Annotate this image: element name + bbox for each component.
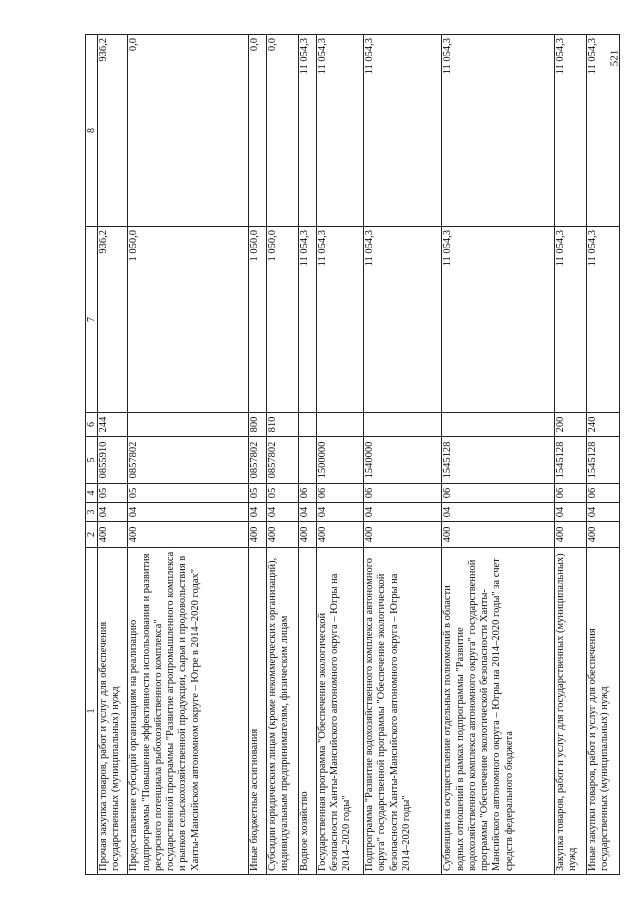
cell-subsection: 06	[586, 484, 619, 503]
row-name: Предоставление субсидий организациям на реализацию подпрограммы "Повышение эффективности использования и развития ресурсного потенциала рыбохозяйственного комплекса" государственной программы "Развитие агропромышленного комплекса и рынков сельскохозяйственной продукции, сырья и продовольствия в Ханты-Мансийском автономном округе – Югре в 2014–2020 годах"	[128, 548, 249, 875]
cell-section: 04	[266, 503, 298, 522]
cell-expense-type	[442, 413, 555, 437]
budget-table	[85, 34, 620, 875]
cell-section: 04	[554, 503, 586, 522]
cell-code: 400	[128, 522, 249, 548]
cell-amount: 11 054,3	[586, 35, 619, 227]
cell-section: 04	[442, 503, 555, 522]
row-name: Подпрограмма "Развитие водохозяйственного комплекса автономного округа" государственной программы "Обеспечение экологической безопасности Ханты-Мансийского автономного округа – Югры на 2014–2020 годы"	[364, 548, 442, 875]
cell-target: 0857802	[249, 437, 267, 484]
table-row	[554, 35, 586, 875]
table-row	[298, 35, 316, 875]
row-name: Иные закупки товаров, работ и услуг для обеспечения государственных (муниципальных) нужд	[586, 548, 619, 875]
cell-amount: 11 054,3	[442, 227, 555, 413]
cell-amount: 11 054,3	[298, 35, 316, 227]
cell-amount: 11 054,3	[364, 35, 442, 227]
cell-amount: 11 054,3	[554, 227, 586, 413]
cell-section: 04	[298, 503, 316, 522]
cell-subsection: 05	[249, 484, 267, 503]
header-cell: 1	[86, 548, 98, 875]
table-row	[266, 35, 298, 875]
header-cell: 2	[86, 522, 98, 548]
cell-expense-type: 800	[249, 413, 267, 437]
table-row	[364, 35, 442, 875]
cell-subsection: 06	[364, 484, 442, 503]
cell-target: 1545128	[586, 437, 619, 484]
cell-code: 400	[442, 522, 555, 548]
cell-target	[298, 437, 316, 484]
row-name: Субвенции на осуществление отдельных полномочий в области водных отношений в рамках подпрограммы "Развитие водохозяйственного комплекса автономного округа" государственной программы "Обеспечение экологической безопасности Ханты-Мансийского автономного округа – Югры на 2014–2020 годы" за счет средств федерального бюджета	[442, 548, 555, 875]
cell-code: 400	[298, 522, 316, 548]
cell-code: 400	[98, 522, 128, 548]
cell-code: 400	[364, 522, 442, 548]
cell-amount: 11 054,3	[364, 227, 442, 413]
cell-amount: 11 054,3	[316, 35, 363, 227]
cell-target: 0857802	[128, 437, 249, 484]
cell-target: 0857802	[266, 437, 298, 484]
header-cell: 5	[86, 437, 98, 484]
cell-target: 1545128	[442, 437, 555, 484]
cell-amount: 11 054,3	[442, 35, 555, 227]
cell-code: 400	[316, 522, 363, 548]
row-name: Закупка товаров, работ и услуг для государственных (муниципальных) нужд	[554, 548, 586, 875]
cell-subsection: 06	[554, 484, 586, 503]
cell-code: 400	[554, 522, 586, 548]
rotated-table-container	[85, 35, 620, 875]
table-row	[98, 35, 128, 875]
cell-code: 400	[586, 522, 619, 548]
row-name: Иные бюджетные ассигнования	[249, 548, 267, 875]
cell-amount: 11 054,3	[586, 227, 619, 413]
cell-section: 04	[98, 503, 128, 522]
cell-code: 400	[266, 522, 298, 548]
cell-expense-type	[364, 413, 442, 437]
cell-expense-type: 240	[586, 413, 619, 437]
header-cell: 4	[86, 484, 98, 503]
cell-code: 400	[249, 522, 267, 548]
header-cell: 3	[86, 503, 98, 522]
cell-expense-type: 810	[266, 413, 298, 437]
cell-section: 04	[316, 503, 363, 522]
cell-amount: 1 050,0	[266, 227, 298, 413]
cell-subsection: 06	[298, 484, 316, 503]
table-row	[128, 35, 249, 875]
row-name: Водное хозяйство	[298, 548, 316, 875]
cell-subsection: 05	[128, 484, 249, 503]
cell-amount: 936,2	[98, 35, 128, 227]
cell-subsection: 06	[442, 484, 555, 503]
row-name: Субсидии юридическим лицам (кроме некоммерческих организаций), индивидуальным предпринимателям, физическим лицам	[266, 548, 298, 875]
header-row	[86, 35, 98, 875]
cell-amount: 11 054,3	[316, 227, 363, 413]
row-name: Государственная программа "Обеспечение экологической безопасности Ханты-Мансийского автономного округа – Югры на 2014–2020 годы"	[316, 548, 363, 875]
table-row	[586, 35, 619, 875]
cell-amount: 11 054,3	[298, 227, 316, 413]
cell-section: 04	[128, 503, 249, 522]
header-cell: 8	[86, 35, 98, 227]
cell-amount: 11 054,3	[554, 35, 586, 227]
table-row	[316, 35, 363, 875]
cell-expense-type	[298, 413, 316, 437]
cell-subsection: 05	[266, 484, 298, 503]
cell-amount: 0,0	[266, 35, 298, 227]
cell-section: 04	[586, 503, 619, 522]
cell-expense-type	[316, 413, 363, 437]
cell-expense-type: 244	[98, 413, 128, 437]
cell-subsection: 05	[98, 484, 128, 503]
page-number: 521	[607, 49, 620, 67]
cell-section: 04	[364, 503, 442, 522]
cell-amount: 1 050,0	[128, 227, 249, 413]
row-name: Прочая закупка товаров, работ и услуг для обеспечения государственных (муниципальных) нужд	[98, 548, 128, 875]
cell-target: 1500000	[316, 437, 363, 484]
cell-amount: 1 050,0	[249, 227, 267, 413]
table-row	[249, 35, 267, 875]
header-cell: 6	[86, 413, 98, 437]
cell-target: 1540000	[364, 437, 442, 484]
header-cell: 7	[86, 227, 98, 413]
table-row	[442, 35, 555, 875]
cell-target: 1545128	[554, 437, 586, 484]
cell-expense-type: 200	[554, 413, 586, 437]
cell-target: 0855910	[98, 437, 128, 484]
cell-amount: 936,2	[98, 227, 128, 413]
cell-expense-type	[128, 413, 249, 437]
cell-subsection: 06	[316, 484, 363, 503]
cell-amount: 0,0	[128, 35, 249, 227]
cell-amount: 0,0	[249, 35, 267, 227]
cell-section: 04	[249, 503, 267, 522]
